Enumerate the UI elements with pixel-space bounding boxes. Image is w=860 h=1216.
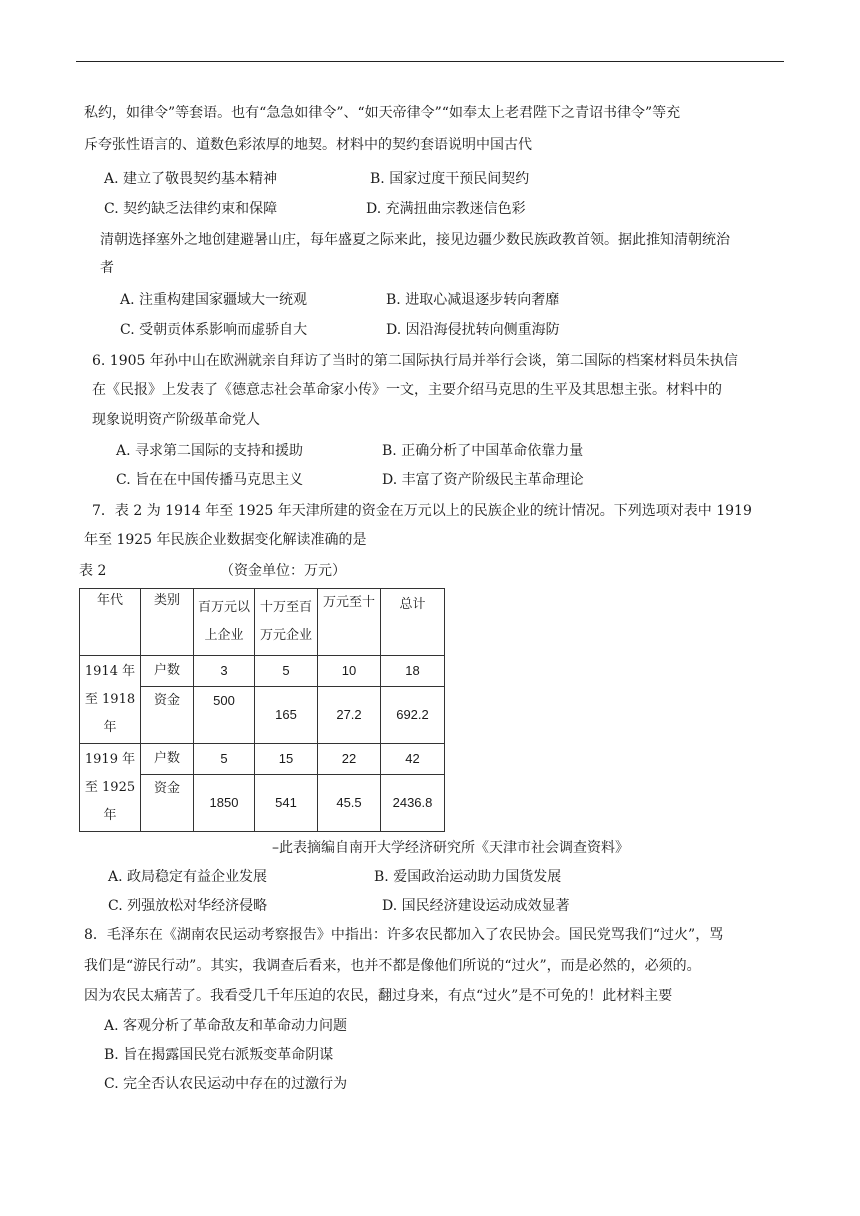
table-cell: 5 [194, 744, 255, 775]
q5-stem-line2: 者 [100, 260, 114, 276]
row-label-capital: 资金 [141, 687, 194, 744]
header-rule [76, 61, 784, 62]
header-million-plus: 百万元以上企业 [194, 589, 255, 656]
row-label-capital: 资金 [141, 775, 194, 832]
table-label: 表 2 [79, 563, 107, 579]
q6-stem-line3: 现象说明资产阶级革命党人 [92, 412, 260, 428]
enterprise-table [79, 588, 445, 832]
table-cell: 27.2 [318, 687, 381, 744]
header-category: 类别 [141, 589, 194, 656]
table-header-row [80, 589, 445, 656]
header-total: 总计 [381, 589, 445, 656]
q8-option-c: C. 完全否认农民运动中存在的过激行为 [104, 1076, 348, 1092]
table-cell: 22 [318, 744, 381, 775]
q5-stem-line1: 清朝选择塞外之地创建避暑山庄，每年盛夏之际来此，接见边疆少数民族政教首领。据此推知清朝统治 [100, 232, 730, 248]
q6-option-c: C. 旨在在中国传播马克思主义 [116, 472, 304, 488]
table-cell: 15 [255, 744, 318, 775]
table-cell: 5 [255, 656, 318, 687]
q6-stem-line1: 6. 1905 年孙中山在欧洲就亲自拜访了当时的第二国际执行局并举行会谈，第二国际的档案材料员朱执信 [92, 353, 738, 369]
q4-option-a: A. 建立了敬畏契约基本精神 [104, 171, 278, 187]
q6-option-d: D. 丰富了资产阶级民主革命理论 [382, 472, 584, 488]
q4-stem-line1: 私约，如律令”等套语。也有“急急如律令”、“如天帝律令”“如奉太上老君陛下之青诏书律令”等充 [84, 105, 681, 121]
table-source: –此表摘编自南开大学经济研究所《天津市社会调查资料》 [272, 840, 629, 856]
header-era: 年代 [80, 589, 141, 656]
table-cell: 3 [194, 656, 255, 687]
q4-option-d: D. 充满扭曲宗教迷信色彩 [366, 201, 526, 217]
table-cell: 45.5 [318, 775, 381, 832]
q5-option-b: B. 进取心减退逐步转向奢靡 [386, 292, 560, 308]
table-cell: 18 [381, 656, 445, 687]
q8-option-a: A. 客观分析了革命敌友和革命动力问题 [104, 1018, 348, 1034]
table-row [80, 656, 445, 687]
table-cell: 500 [194, 687, 255, 744]
period-1914-1918: 1914 年至 1918 年 [80, 656, 141, 744]
header-100k-to-1m: 十万至百万元企业 [255, 589, 318, 656]
q7-option-b: B. 爱国政治运动助力国货发展 [374, 869, 562, 885]
table-row [80, 744, 445, 775]
q4-stem-line2: 斥夸张性语言的、道数色彩浓厚的地契。材料中的契约套语说明中国古代 [84, 137, 532, 153]
q8-stem-line1: 8．毛泽东在《湖南农民运动考察报告》中指出：许多农民都加入了农民协会。国民党骂我们“过火”，骂 [84, 927, 724, 943]
q5-option-a: A. 注重构建国家疆域大一统观 [120, 292, 308, 308]
q6-option-b: B. 正确分析了中国革命依靠力量 [382, 443, 584, 459]
q6-stem-line2: 在《民报》上发表了《德意志社会革命家小传》一文，主要介绍马克思的生平及其思想主张。材料中的 [92, 382, 722, 398]
q7-option-a: A. 政局稳定有益企业发展 [108, 869, 268, 885]
table-cell: 10 [318, 656, 381, 687]
q5-option-c: C. 受朝贡体系影响而虚骄自大 [120, 322, 308, 338]
q7-option-d: D. 国民经济建设运动成效显著 [382, 898, 570, 914]
q7-option-c: C. 列强放松对华经济侵略 [108, 898, 268, 914]
header-10k-to-100k: 万元至十 [318, 589, 381, 656]
q8-option-b: B. 旨在揭露国民党右派叛变革命阴谋 [104, 1047, 334, 1063]
q5-option-d: D. 因沿海侵扰转向侧重海防 [386, 322, 560, 338]
table-cell: 165 [255, 687, 318, 744]
period-1919-1925: 1919 年至 1925 年 [80, 744, 141, 832]
q8-stem-line2: 我们是“游民行动”。其实，我调查后看来，也并不都是像他们所说的“过火”，而是必然的，必须的。 [84, 958, 701, 974]
table-cell: 42 [381, 744, 445, 775]
q7-stem-line1: 7．表 2 为 1914 年至 1925 年天津所建的资金在万元以上的民族企业的统计情况。下列选项对表中 1919 [92, 503, 752, 519]
q8-stem-line3: 因为农民太痛苦了。我看受几千年压迫的农民，翻过身来，有点“过火”是不可免的！此材料主要 [84, 988, 673, 1004]
q4-option-c: C. 契约缺乏法律约束和保障 [104, 201, 278, 217]
q4-option-b: B. 国家过度干预民间契约 [370, 171, 530, 187]
table-cell: 541 [255, 775, 318, 832]
q7-stem-line2: 年至 1925 年民族企业数据变化解读准确的是 [84, 532, 367, 548]
table-cell: 1850 [194, 775, 255, 832]
table-unit: （资金单位：万元） [220, 563, 346, 579]
table-cell: 692.2 [381, 687, 445, 744]
row-label-households: 户数 [141, 744, 194, 775]
q6-option-a: A. 寻求第二国际的支持和援助 [116, 443, 304, 459]
row-label-households: 户数 [141, 656, 194, 687]
table-cell: 2436.8 [381, 775, 445, 832]
